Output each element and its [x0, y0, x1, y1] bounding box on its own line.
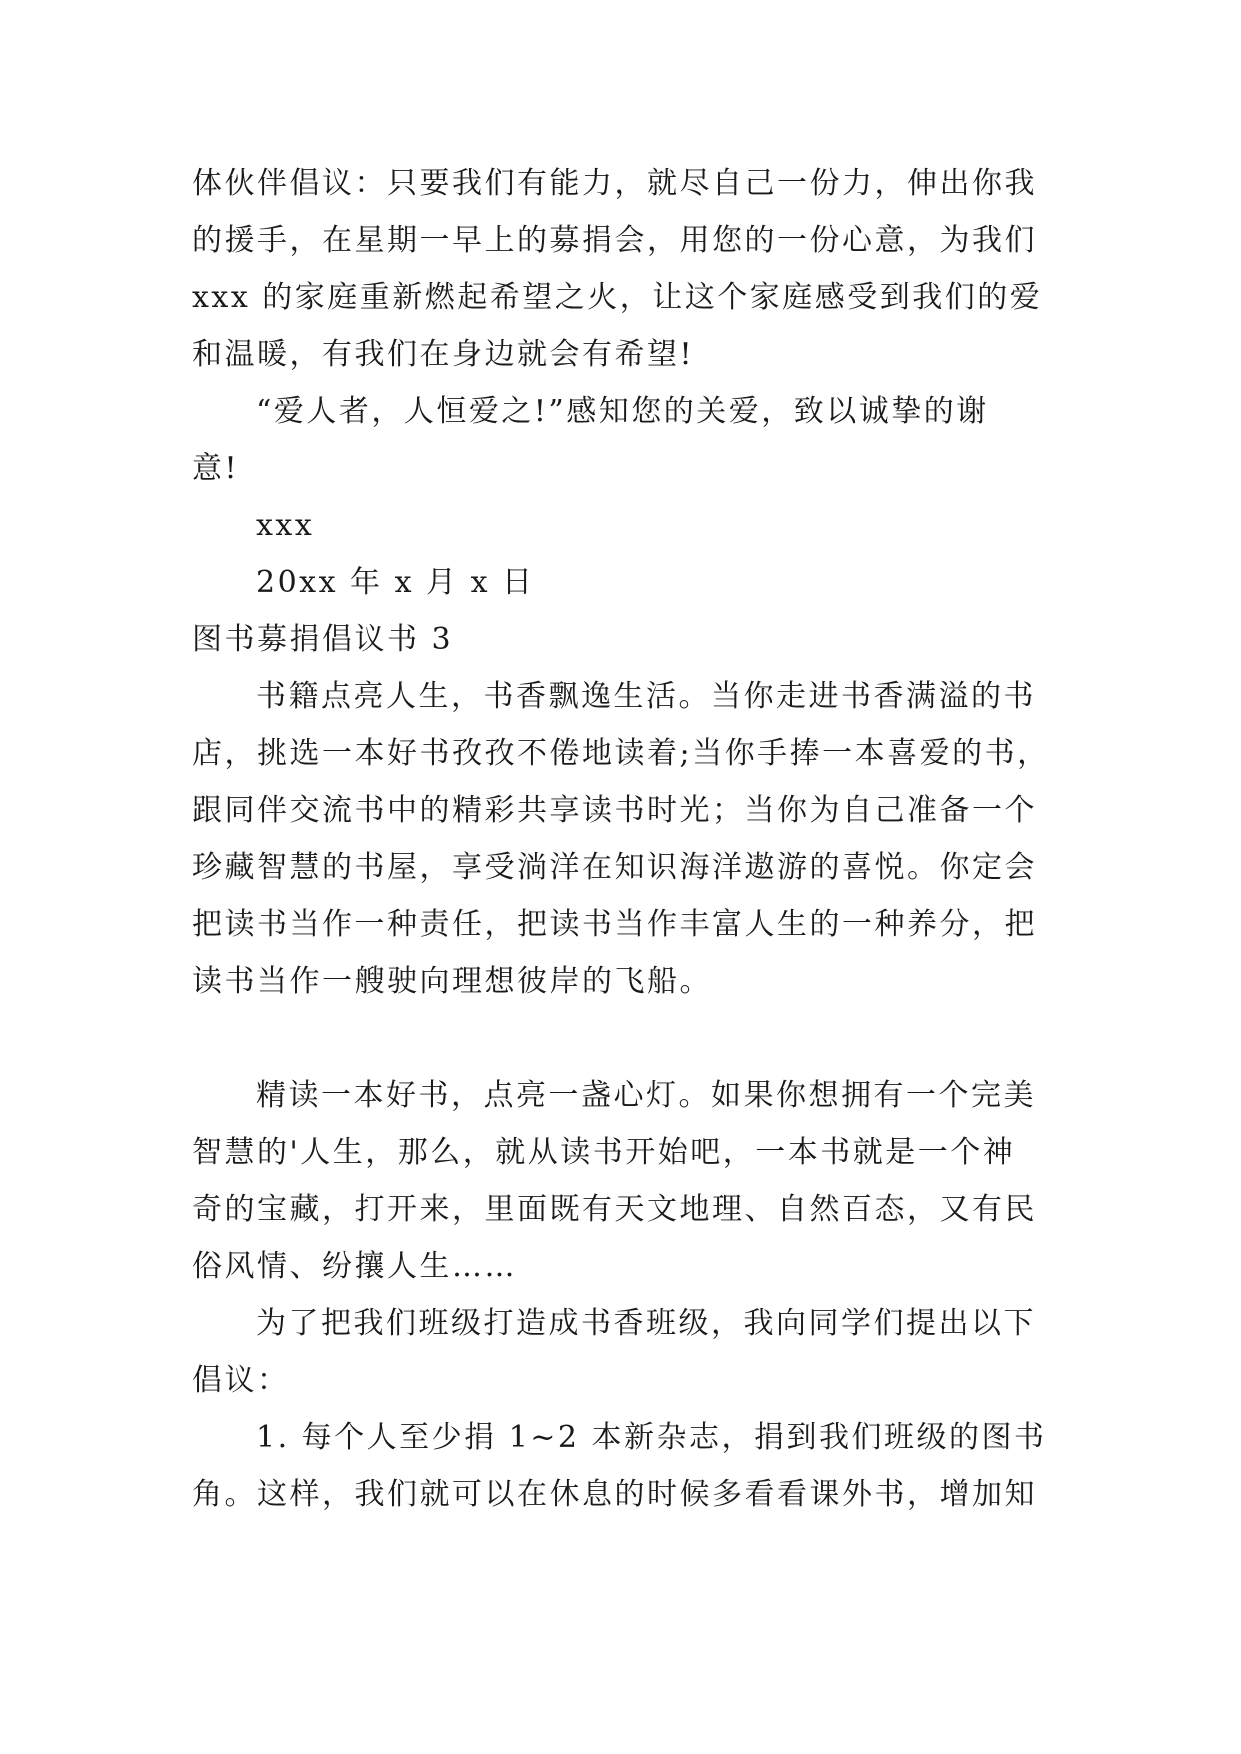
document-body — [192, 155, 1048, 1523]
body-line: 为了把我们班级打造成书香班级，我向同学们提出以下 — [256, 1306, 1036, 1341]
body-line: 读书当作一艘驶向理想彼岸的飞船。 — [192, 964, 712, 999]
section-title: 图书募捐倡议书 3 — [192, 622, 454, 657]
signature-date: 20xx 年 x 月 x 日 — [256, 565, 535, 600]
paragraph-gap — [192, 1010, 1048, 1067]
body-line: “爱人者，人恒爱之!”感知您的关爱，致以诚挚的谢 — [256, 394, 989, 429]
body-line: 和温暖，有我们在身边就会有希望! — [192, 337, 695, 372]
body-line: 意! — [192, 451, 240, 486]
body-line: 倡议： — [192, 1363, 290, 1398]
body-line: 智慧的'人生，那么，就从读书开始吧，一本书就是一个神 — [192, 1135, 1016, 1170]
body-line: 的援手，在星期一早上的募捐会，用您的一份心意，为我们 — [192, 223, 1037, 258]
body-line: 体伙伴倡议：只要我们有能力，就尽自己一份力，伸出你我 — [192, 166, 1037, 201]
list-item: 角。这样，我们就可以在休息的时候多看看课外书，增加知 — [192, 1477, 1037, 1512]
body-line: xxx 的家庭重新燃起希望之火，让这个家庭感受到我们的爱 — [192, 280, 1043, 315]
body-line: 把读书当作一种责任，把读书当作丰富人生的一种养分，把 — [192, 907, 1037, 942]
body-line: 跟同伴交流书中的精彩共享读书时光；当你为自己准备一个 — [192, 793, 1037, 828]
list-item: 1. 每个人至少捐 1~2 本新杂志，捐到我们班级的图书 — [256, 1420, 1047, 1455]
body-line: 俗风情、纷攘人生…… — [192, 1249, 517, 1284]
body-line: 店，挑选一本好书孜孜不倦地读着;当你手捧一本喜爱的书， — [192, 736, 1050, 771]
body-line: 奇的宝藏，打开来，里面既有天文地理、自然百态，又有民 — [192, 1192, 1037, 1227]
signature-name: xxx — [256, 508, 315, 543]
body-line: 书籍点亮人生，书香飘逸生活。当你走进书香满溢的书 — [256, 679, 1036, 714]
body-line: 珍藏智慧的书屋，享受淌洋在知识海洋遨游的喜悦。你定会 — [192, 850, 1037, 885]
body-line: 精读一本好书，点亮一盏心灯。如果你想拥有一个完美 — [256, 1078, 1036, 1113]
